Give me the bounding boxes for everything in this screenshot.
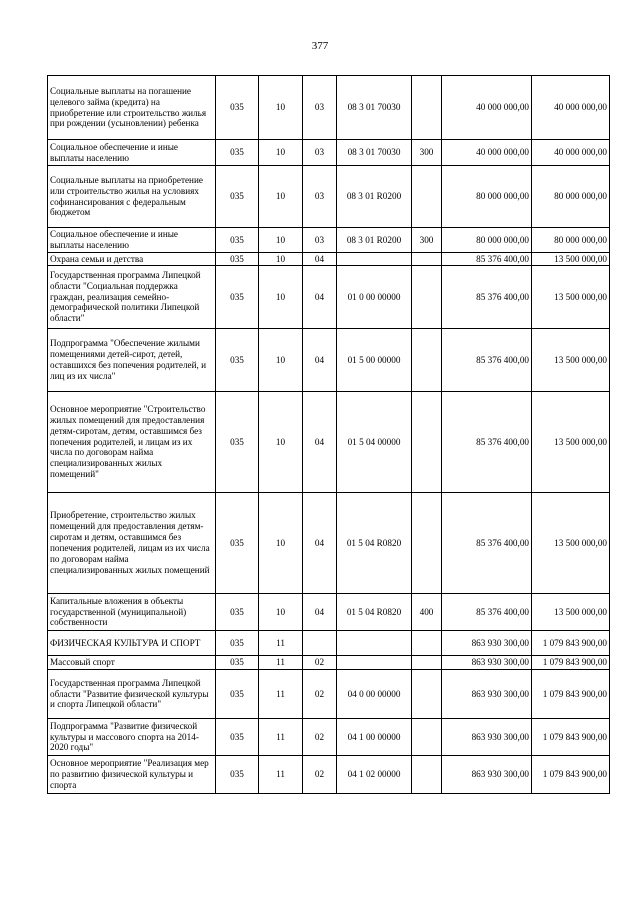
row-ved: 035	[216, 719, 259, 756]
table-row	[48, 228, 610, 253]
row-section: 11	[259, 719, 303, 756]
row-name: Государственная программа Липецкой области "Развитие физической культуры и спорта Липецкой области"	[48, 670, 216, 719]
row-ved: 035	[216, 656, 259, 670]
table-row	[48, 631, 610, 656]
row-ved: 035	[216, 392, 259, 493]
row-name: Охрана семьи и детства	[48, 253, 216, 266]
row-ved: 035	[216, 594, 259, 631]
row-sum-2: 13 500 000,00	[532, 493, 610, 594]
table-row	[48, 493, 610, 594]
row-ved: 035	[216, 631, 259, 656]
row-target-article: 01 5 00 00000	[337, 329, 412, 392]
row-subsection: 02	[303, 656, 337, 670]
row-sum-2: 1 079 843 900,00	[532, 656, 610, 670]
row-section: 10	[259, 140, 303, 166]
row-sum-2: 13 500 000,00	[532, 392, 610, 493]
row-target-article: 08 3 01 R0200	[337, 228, 412, 253]
row-expense-type	[412, 670, 442, 719]
row-target-article: 01 5 04 R0820	[337, 594, 412, 631]
row-sum-1: 85 376 400,00	[442, 493, 532, 594]
row-name: Социальные выплаты на погашение целевого займа (кредита) на приобретение или строительство жилья при рождении (усыновлении) ребенка	[48, 76, 216, 140]
row-sum-1: 85 376 400,00	[442, 253, 532, 266]
row-name: ФИЗИЧЕСКАЯ КУЛЬТУРА И СПОРТ	[48, 631, 216, 656]
row-section: 10	[259, 392, 303, 493]
row-section: 10	[259, 166, 303, 228]
row-sum-1: 40 000 000,00	[442, 140, 532, 166]
row-sum-2: 1 079 843 900,00	[532, 719, 610, 756]
budget-table	[47, 75, 610, 794]
row-subsection: 02	[303, 756, 337, 794]
row-subsection: 03	[303, 76, 337, 140]
row-ved: 035	[216, 140, 259, 166]
row-target-article	[337, 631, 412, 656]
row-section: 10	[259, 76, 303, 140]
row-ved: 035	[216, 756, 259, 794]
row-sum-2: 13 500 000,00	[532, 329, 610, 392]
row-subsection: 02	[303, 719, 337, 756]
row-target-article: 04 1 00 00000	[337, 719, 412, 756]
row-section: 10	[259, 228, 303, 253]
row-name: Государственная программа Липецкой области "Социальная поддержка граждан, реализация семейно-демографической политики Липецкой области"	[48, 266, 216, 329]
row-name: Подпрограмма "Развитие физической культуры и массового спорта на 2014-2020 годы"	[48, 719, 216, 756]
row-target-article	[337, 253, 412, 266]
table-row	[48, 656, 610, 670]
row-section: 11	[259, 656, 303, 670]
row-subsection: 04	[303, 253, 337, 266]
row-section: 11	[259, 670, 303, 719]
row-expense-type	[412, 166, 442, 228]
row-ved: 035	[216, 253, 259, 266]
row-section: 10	[259, 493, 303, 594]
row-target-article: 04 1 02 00000	[337, 756, 412, 794]
row-ved: 035	[216, 228, 259, 253]
table-row	[48, 719, 610, 756]
row-expense-type: 400	[412, 594, 442, 631]
table-row	[48, 392, 610, 493]
row-section: 11	[259, 631, 303, 656]
row-sum-1: 80 000 000,00	[442, 228, 532, 253]
page-number: 377	[311, 40, 329, 52]
table-row	[48, 329, 610, 392]
row-target-article: 08 3 01 70030	[337, 140, 412, 166]
row-ved: 035	[216, 493, 259, 594]
row-name: Капитальные вложения в объекты государственной (муниципальной) собственности	[48, 594, 216, 631]
row-expense-type: 300	[412, 140, 442, 166]
row-sum-1: 863 930 300,00	[442, 631, 532, 656]
row-target-article: 01 0 00 00000	[337, 266, 412, 329]
row-name: Подпрограмма "Обеспечение жилыми помещениями детей-сирот, детей, оставшихся без попечения родителей, и лиц из их числа"	[48, 329, 216, 392]
row-expense-type	[412, 631, 442, 656]
table-row	[48, 166, 610, 228]
row-name: Социальное обеспечение и иные выплаты населению	[48, 228, 216, 253]
row-subsection: 03	[303, 166, 337, 228]
row-expense-type	[412, 493, 442, 594]
table-row	[48, 756, 610, 794]
row-sum-2: 1 079 843 900,00	[532, 631, 610, 656]
row-ved: 035	[216, 670, 259, 719]
table-row	[48, 140, 610, 166]
table-row	[48, 253, 610, 266]
row-sum-2: 80 000 000,00	[532, 166, 610, 228]
row-sum-2: 13 500 000,00	[532, 266, 610, 329]
row-sum-1: 85 376 400,00	[442, 329, 532, 392]
row-section: 10	[259, 594, 303, 631]
row-sum-2: 13 500 000,00	[532, 594, 610, 631]
row-sum-2: 80 000 000,00	[532, 228, 610, 253]
row-ved: 035	[216, 76, 259, 140]
row-sum-1: 80 000 000,00	[442, 166, 532, 228]
row-sum-2: 1 079 843 900,00	[532, 670, 610, 719]
row-expense-type	[412, 719, 442, 756]
row-subsection: 04	[303, 493, 337, 594]
row-subsection: 04	[303, 329, 337, 392]
row-section: 10	[259, 329, 303, 392]
row-expense-type	[412, 76, 442, 140]
row-section: 10	[259, 253, 303, 266]
row-section: 11	[259, 756, 303, 794]
row-subsection: 04	[303, 594, 337, 631]
row-target-article: 08 3 01 70030	[337, 76, 412, 140]
row-target-article	[337, 656, 412, 670]
row-sum-1: 863 930 300,00	[442, 719, 532, 756]
table-row	[48, 670, 610, 719]
row-subsection: 03	[303, 228, 337, 253]
row-expense-type	[412, 656, 442, 670]
row-sum-2: 13 500 000,00	[532, 253, 610, 266]
row-sum-1: 85 376 400,00	[442, 392, 532, 493]
row-target-article: 04 0 00 00000	[337, 670, 412, 719]
table-row	[48, 594, 610, 631]
row-expense-type	[412, 253, 442, 266]
row-expense-type	[412, 266, 442, 329]
row-name: Приобретение, строительство жилых помещений для предоставления детям-сиротам и детям, оставшимся без попечения родителей, лицам из их числа по договорам найма специализированных жилых помещений	[48, 493, 216, 594]
row-sum-2: 40 000 000,00	[532, 140, 610, 166]
row-ved: 035	[216, 329, 259, 392]
row-sum-2: 40 000 000,00	[532, 76, 610, 140]
row-expense-type: 300	[412, 228, 442, 253]
row-sum-2: 1 079 843 900,00	[532, 756, 610, 794]
row-expense-type	[412, 756, 442, 794]
row-subsection: 03	[303, 140, 337, 166]
row-name: Социальное обеспечение и иные выплаты населению	[48, 140, 216, 166]
row-subsection: 04	[303, 266, 337, 329]
row-sum-1: 863 930 300,00	[442, 756, 532, 794]
row-name: Массовый спорт	[48, 656, 216, 670]
row-expense-type	[412, 392, 442, 493]
row-subsection	[303, 631, 337, 656]
row-sum-1: 863 930 300,00	[442, 656, 532, 670]
row-name: Основное мероприятие "Реализация мер по развитию физической культуры и спорта	[48, 756, 216, 794]
row-sum-1: 863 930 300,00	[442, 670, 532, 719]
row-target-article: 01 5 04 00000	[337, 392, 412, 493]
row-ved: 035	[216, 266, 259, 329]
row-sum-1: 85 376 400,00	[442, 266, 532, 329]
row-subsection: 04	[303, 392, 337, 493]
row-sum-1: 40 000 000,00	[442, 76, 532, 140]
row-sum-1: 85 376 400,00	[442, 594, 532, 631]
row-section: 10	[259, 266, 303, 329]
row-ved: 035	[216, 166, 259, 228]
row-expense-type	[412, 329, 442, 392]
row-target-article: 08 3 01 R0200	[337, 166, 412, 228]
row-name: Социальные выплаты на приобретение или строительство жилья на условиях софинансирования с федеральным бюджетом	[48, 166, 216, 228]
table-row	[48, 266, 610, 329]
row-subsection: 02	[303, 670, 337, 719]
table-row	[48, 76, 610, 140]
row-target-article: 01 5 04 R0820	[337, 493, 412, 594]
row-name: Основное мероприятие "Строительство жилых помещений для предоставления детям-сиротам, детям, оставшимся без попечения родителей, и лицам из их числа по договорам найма специализированных жилых помещений"	[48, 392, 216, 493]
